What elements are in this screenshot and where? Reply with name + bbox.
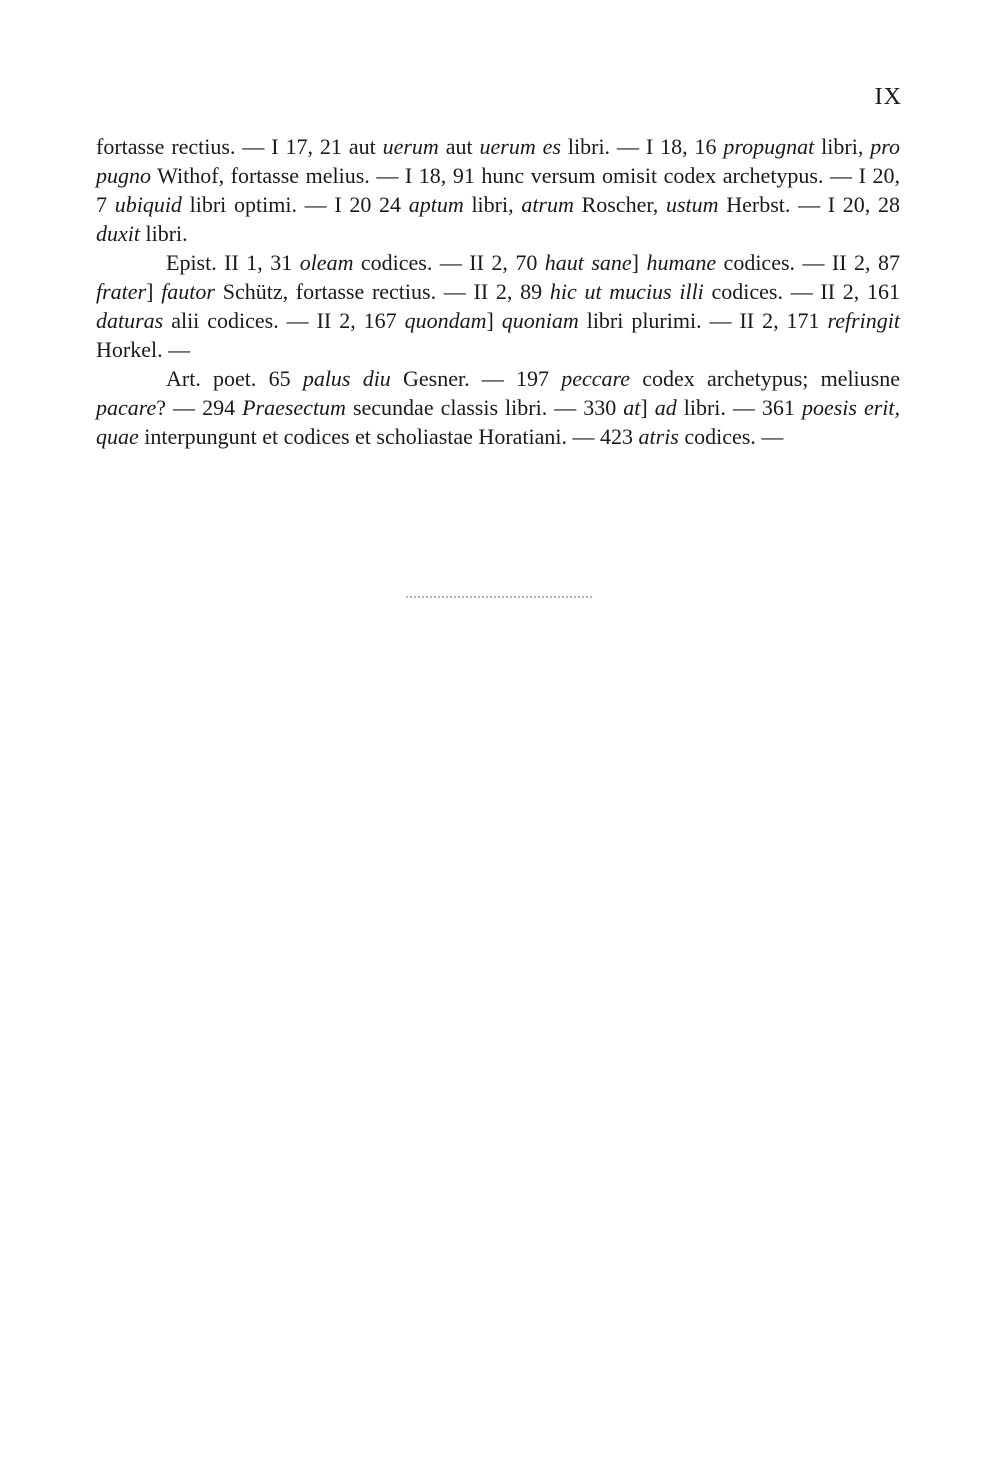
text-run: ]	[640, 395, 655, 420]
text-run: Horkel. —	[96, 337, 191, 362]
italic-reading: ad	[654, 395, 677, 420]
text-run: aut	[438, 134, 480, 159]
text-run: Withof, fortasse melius. — I 18, 91 hunc versum omisit codex archetypus. — I 20, 7	[96, 163, 900, 217]
italic-reading: atrum	[521, 192, 574, 217]
text-run: libri,	[463, 192, 522, 217]
paragraph-ars-poetica	[96, 364, 900, 451]
text-run: ]	[631, 250, 647, 275]
italic-reading: hic ut mucius illi	[549, 279, 704, 304]
text-run: Epist. II 1, 31	[166, 250, 300, 275]
italic-reading: uerum	[382, 134, 439, 159]
italic-reading: pacare	[96, 395, 157, 420]
italic-reading: poesis erit, quae	[96, 395, 900, 449]
text-run: Roscher,	[573, 192, 666, 217]
page-number: IX	[874, 84, 902, 110]
text-run: codices. —	[678, 424, 784, 449]
paragraph-satires	[96, 132, 900, 248]
text-run: codex archetypus; meliusne	[630, 366, 900, 391]
italic-reading: peccare	[561, 366, 631, 391]
text-run: fortasse rectius. — I 17, 21 aut	[96, 134, 383, 159]
text-run: libri plurimi. — II 2, 171	[578, 308, 828, 333]
paragraph-epistles	[96, 248, 900, 364]
italic-reading: ustum	[665, 192, 719, 217]
italic-reading: refringit	[827, 308, 901, 333]
text-run: codices. — II 2, 87	[716, 250, 900, 275]
italic-reading: palus diu	[302, 366, 391, 391]
text-run: secundae classis libri. — 330	[345, 395, 624, 420]
italic-reading: aptum	[408, 192, 464, 217]
text-run: Gesner. — 197	[390, 366, 562, 391]
text-run: libri. — 361	[676, 395, 802, 420]
text-run: codices. — II 2, 70	[353, 250, 545, 275]
text-run: Herbst. — I 20, 28	[718, 192, 900, 217]
text-run: libri optimi. — I 20 24	[181, 192, 409, 217]
text-run: ? — 294	[156, 395, 243, 420]
italic-reading: ubiquid	[114, 192, 182, 217]
italic-reading: duxit	[96, 221, 140, 246]
italic-reading: quoniam	[501, 308, 579, 333]
text-run: codices. — II 2, 161	[703, 279, 901, 304]
italic-reading: frater	[96, 279, 147, 304]
italic-reading: at	[623, 395, 641, 420]
italic-reading: quondam	[404, 308, 487, 333]
text-run: interpungunt et codices et scholiastae Horatiani. — 423	[138, 424, 639, 449]
text-run: libri.	[140, 221, 188, 246]
italic-reading: daturas	[96, 308, 164, 333]
text-run: Schütz, fortasse rectius. — II 2, 89	[214, 279, 550, 304]
italic-reading: humane	[646, 250, 717, 275]
text-run: alii codices. — II 2, 167	[163, 308, 405, 333]
italic-reading: pro pugno	[96, 134, 900, 188]
text-run: Art. poet. 65	[166, 366, 303, 391]
italic-reading: fautor	[161, 279, 215, 304]
italic-reading: Praesectum	[242, 395, 346, 420]
italic-reading: uerum es	[479, 134, 561, 159]
apparatus-text	[96, 132, 900, 451]
text-run: libri,	[814, 134, 871, 159]
decorative-ornament	[406, 596, 592, 604]
italic-reading: propugnat	[723, 134, 815, 159]
italic-reading: oleam	[299, 250, 354, 275]
text-run: ]	[486, 308, 502, 333]
italic-reading: atris	[638, 424, 679, 449]
text-run: libri. — I 18, 16	[560, 134, 724, 159]
text-run: ]	[146, 279, 162, 304]
italic-reading: haut sane	[544, 250, 632, 275]
